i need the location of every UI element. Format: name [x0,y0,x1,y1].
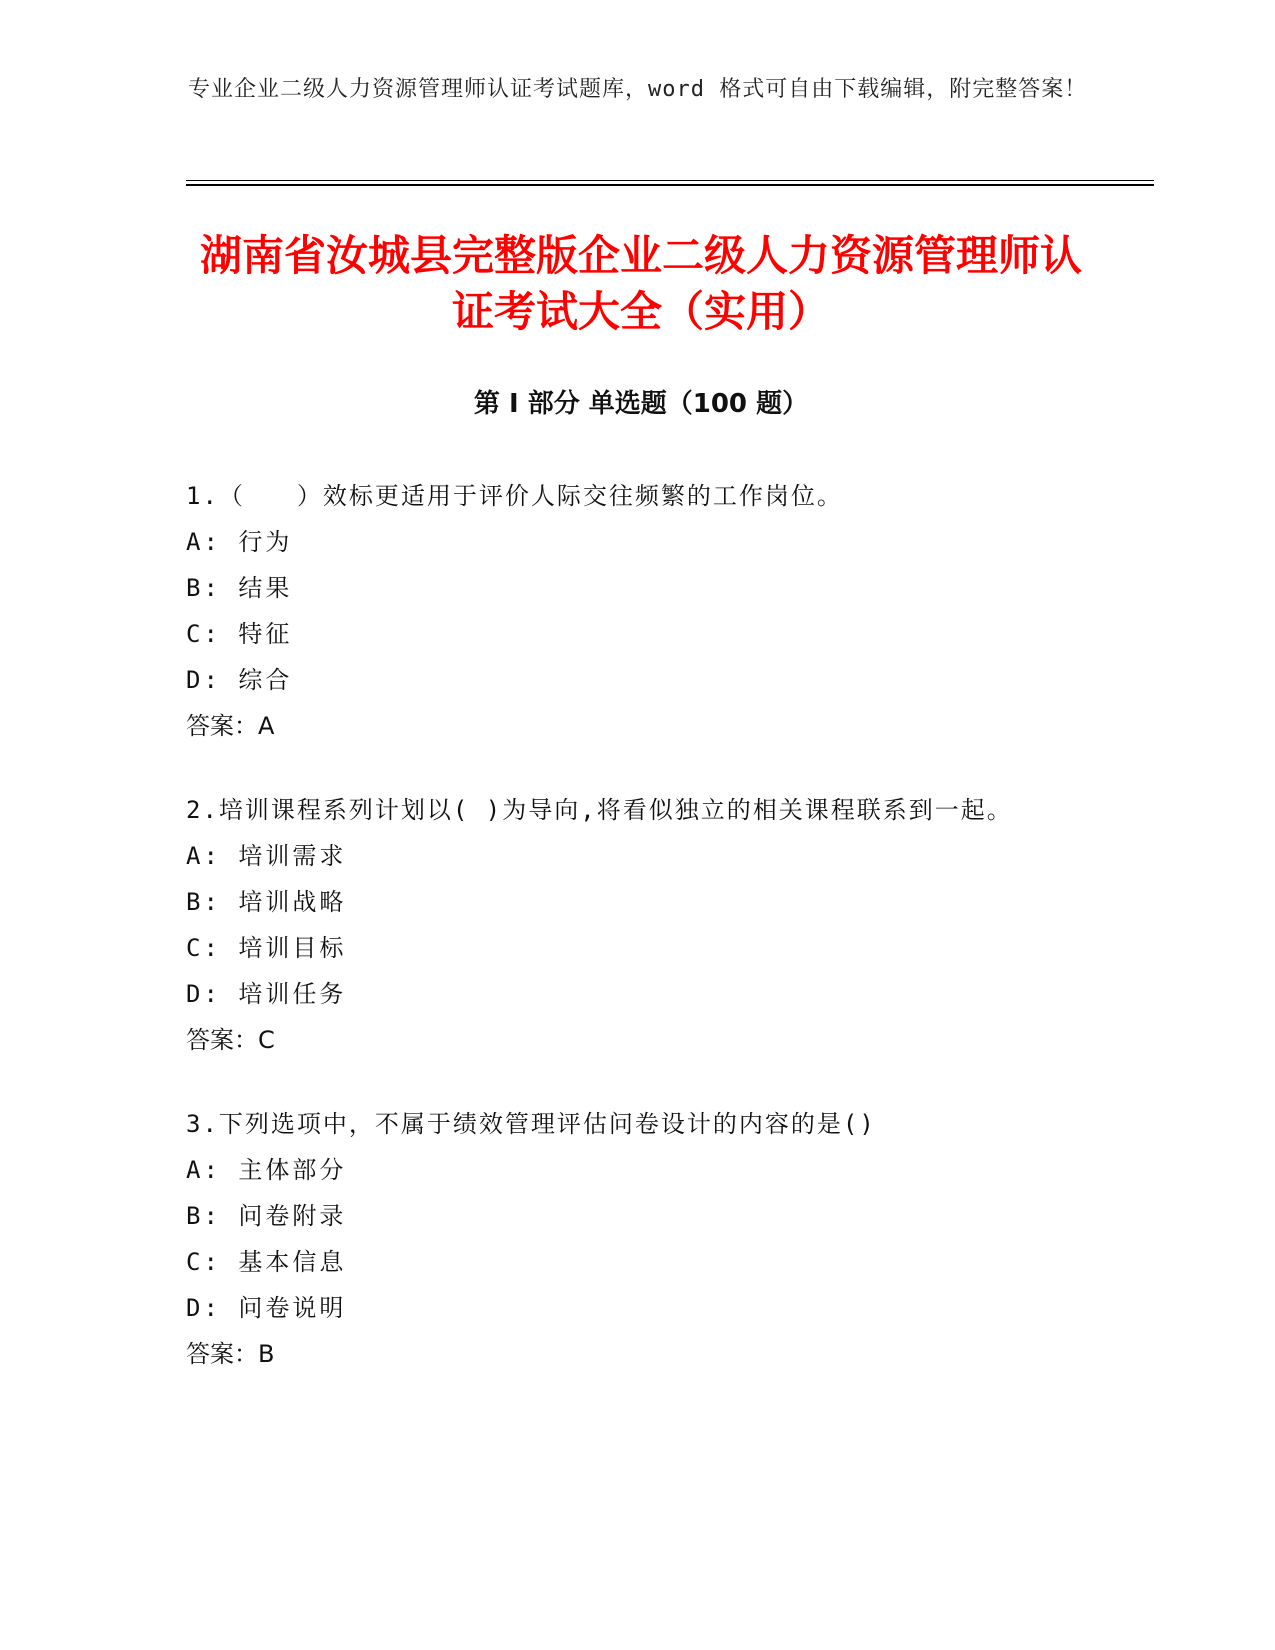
option-a: A: 主体部分 [186,1156,347,1184]
question-stem: 2.培训课程系列计划以( )为导向,将看似独立的相关课程联系到一起。 [186,796,1013,824]
answer-line: 答案：C [186,1026,275,1054]
answer-line: 答案：B [186,1340,275,1368]
document-title: 湖南省汝城县完整版企业二级人力资源管理师认证考试大全（实用） [199,231,1082,336]
question-item [186,790,1086,1060]
question-spacer [186,752,1086,790]
question-stem: 3.下列选项中，不属于绩效管理评估问卷设计的内容的是() [186,1110,876,1138]
question-list [186,476,1086,1380]
header-divider-thick [186,184,1154,186]
header-note: 专业企业二级人力资源管理师认证考试题库，word 格式可自由下载编辑，附完整答案！ [188,77,1088,102]
question-spacer [186,1066,1086,1104]
option-b: B: 结果 [186,574,293,602]
option-c: C: 基本信息 [186,1248,347,1276]
option-b: B: 培训战略 [186,888,347,916]
option-c: C: 培训目标 [186,934,347,962]
option-a: A: 培训需求 [186,842,347,870]
question-item [186,476,1086,746]
question-stem: 1.（ ）效标更适用于评价人际交往频繁的工作岗位。 [186,482,843,510]
option-d: D: 培训任务 [186,980,347,1008]
header-divider-thin [186,180,1154,181]
option-c: C: 特征 [186,620,293,648]
question-item [186,1104,1086,1374]
answer-line: 答案：A [186,712,275,740]
section-heading: 第 I 部分 单选题（100 题） [473,389,809,419]
option-d: D: 综合 [186,666,293,694]
option-b: B: 问卷附录 [186,1202,347,1230]
option-d: D: 问卷说明 [186,1294,347,1322]
option-a: A: 行为 [186,528,293,556]
